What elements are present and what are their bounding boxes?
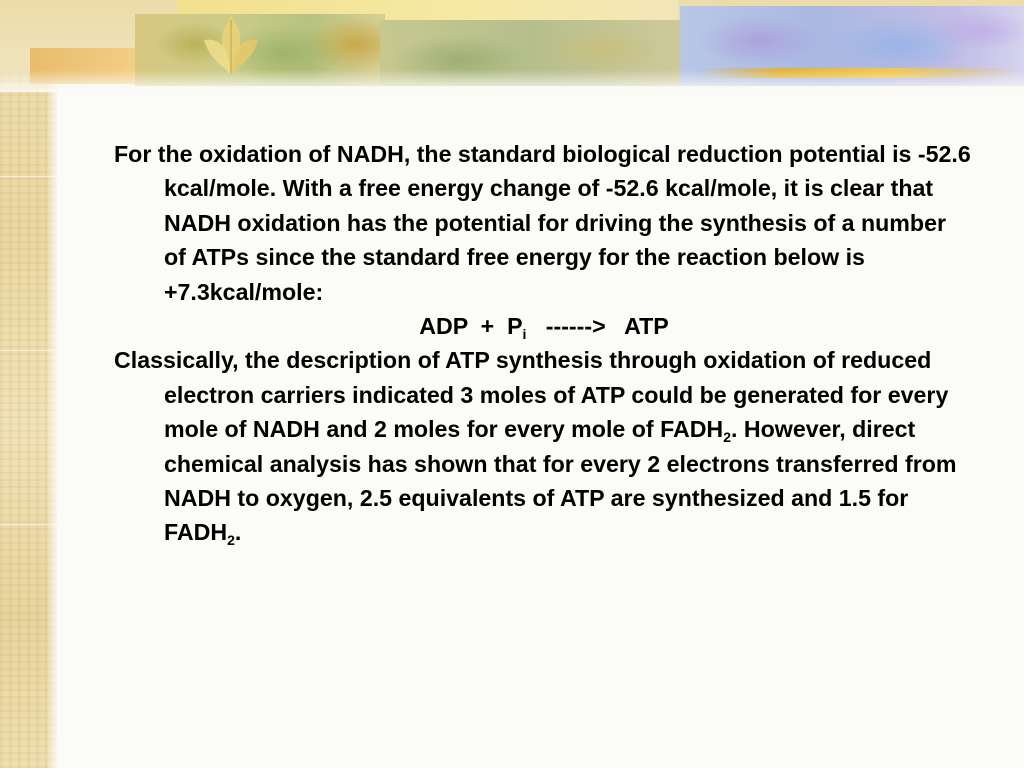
equation-subscript: i — [522, 326, 527, 343]
fadh-subscript-1: 2 — [723, 429, 731, 446]
equation-arrow: ------> — [526, 313, 625, 340]
top-decorative-banner — [0, 0, 1024, 92]
strip-seam — [0, 350, 58, 351]
strip-seam — [0, 524, 58, 525]
left-parchment-strip — [0, 0, 58, 768]
strip-seam — [0, 176, 58, 177]
equation-left: ADP + P — [419, 313, 523, 340]
slide-body — [114, 137, 974, 550]
fadh-subscript-2: 2 — [227, 532, 235, 549]
paragraph-2-part-2: . However, direct chemical analysis has shown that for every 2 electrons transferred from NADH to oxygen, 2.5 equivalents of ATP are synthesized and 1.5 for FADH — [164, 416, 957, 546]
paragraph-2-part-3: . — [234, 519, 242, 546]
paragraph-nadh-oxidation: For the oxidation of NADH, the standard biological reduction potential is -52.6 kcal/mole. With a free energy change of -52.6 kcal/mole, it is clear that NADH oxidation has the potential for driving the synthesis of a number of ATPs since the standard free energy for the reaction below is +7.3kcal/mole: — [114, 141, 971, 305]
banner-fade — [0, 70, 1024, 92]
paragraph-atp-synthesis — [114, 343, 974, 549]
reaction-equation — [114, 309, 974, 343]
paragraph-2-part-1: Classically, the description of ATP synthesis through oxidation of reduced electron carriers indicated 3 moles of ATP could be generated for every mole of NADH and 2 moles for every mole of FADH — [114, 347, 949, 443]
equation-right: ATP — [624, 313, 669, 340]
